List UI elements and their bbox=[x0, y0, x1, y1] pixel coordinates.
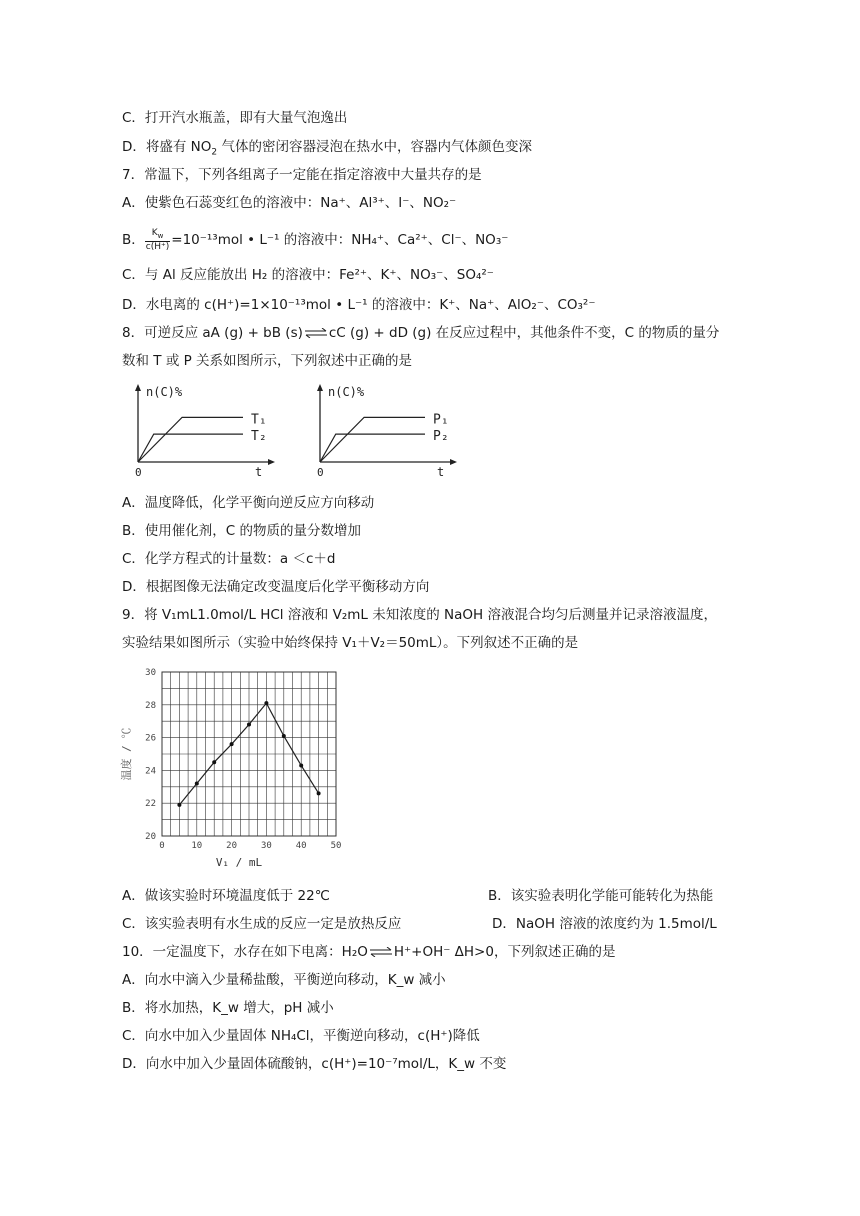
q6-option-d-text-b: 气体的密闭容器浸泡在热水中，容器内气体颜色变深 bbox=[217, 139, 532, 155]
q8-option-b: B．使用催化剂，C 的物质的量分数增加 bbox=[122, 523, 361, 539]
q10-option-c: C．向水中加入少量固体 NH₄Cl，平衡逆向移动，c(H⁺)降低 bbox=[122, 1028, 480, 1044]
equilibrium-arrow-icon bbox=[303, 328, 329, 338]
y-axis-label: 温度 / ℃ bbox=[120, 727, 133, 781]
pressure-time-chart bbox=[300, 380, 460, 480]
x-axis-arrow-icon bbox=[268, 459, 275, 465]
temperature-volume-chart bbox=[112, 660, 352, 872]
x-tick-label: 30 bbox=[260, 841, 272, 851]
q6-option-c: C．打开汽水瓶盖，即有大量气泡逸出 bbox=[122, 110, 348, 126]
y-axis-arrow-icon bbox=[317, 384, 323, 391]
q6-option-d-sub: 2 bbox=[211, 147, 218, 158]
y-tick-label: 22 bbox=[145, 799, 156, 810]
x-tick-label: 50 bbox=[330, 841, 342, 851]
q10-stem-a: 10．一定温度下，水存在如下电离：H₂O bbox=[122, 944, 368, 960]
x-axis-label: V₁ / mL bbox=[215, 856, 263, 869]
y-axis-label: n(C)% bbox=[328, 385, 365, 399]
q9-option-c: C．该实验表明有水生成的反应一定是放热反应 bbox=[122, 916, 402, 932]
q7-option-b-text: =10⁻¹³mol • L⁻¹ 的溶液中：NH₄⁺、Ca²⁺、Cl⁻、NO₃⁻ bbox=[171, 231, 509, 248]
data-point bbox=[212, 760, 216, 764]
q10-option-a: A．向水中滴入少量稀盐酸，平衡逆向移动，K_w 减小 bbox=[122, 972, 446, 988]
q6-option-d-text-a: D．将盛有 NO bbox=[122, 139, 212, 155]
y-tick-label: 26 bbox=[145, 733, 156, 744]
q10-stem bbox=[122, 943, 615, 961]
data-point bbox=[317, 791, 321, 795]
series-line-1 bbox=[138, 417, 243, 462]
origin-label: 0 bbox=[135, 466, 142, 479]
y-tick-label: 20 bbox=[145, 832, 156, 842]
q9-option-a: A．做该实验时环境温度低于 22℃ bbox=[122, 888, 330, 904]
q7-option-b-prefix: B． bbox=[122, 231, 145, 248]
q9-option-b: B．该实验表明化学能可能转化为热能 bbox=[488, 888, 714, 904]
q7-frac-num: K bbox=[151, 228, 158, 238]
q8-option-c: C．化学方程式的计量数：a ＜c＋d bbox=[122, 551, 336, 567]
q10-option-d: D．向水中加入少量固体硫酸钠，c(H⁺)=10⁻⁷mol/L，K_w 不变 bbox=[122, 1056, 507, 1072]
data-point bbox=[177, 803, 181, 807]
data-point bbox=[282, 734, 286, 738]
series-label-2: T₂ bbox=[251, 429, 267, 445]
x-tick-label: 0 bbox=[159, 841, 165, 851]
q7-frac-den: c(H⁺) bbox=[145, 241, 170, 252]
data-point bbox=[299, 763, 303, 767]
q7-option-b-fraction bbox=[145, 228, 171, 252]
x-tick-label: 20 bbox=[226, 841, 238, 851]
q7-frac-num-sub: w bbox=[157, 231, 164, 240]
equilibrium-arrow-icon bbox=[368, 947, 394, 957]
x-tick-label: 40 bbox=[295, 841, 307, 851]
q7-option-b bbox=[122, 228, 508, 252]
series-label-1: P₁ bbox=[433, 412, 449, 428]
data-point bbox=[195, 782, 199, 786]
q7-option-c: C．与 Al 反应能放出 H₂ 的溶液中：Fe²⁺、K⁺、NO₃⁻、SO₄²⁻ bbox=[122, 267, 494, 283]
q10-stem-b: H⁺+OH⁻ ΔH>0，下列叙述正确的是 bbox=[393, 944, 616, 960]
q8-stem-a: 8．可逆反应 aA (g) + bB (s) bbox=[122, 325, 303, 341]
q9-stem-line1: 9．将 V₁mL1.0mol/L HCl 溶液和 V₂mL 未知浓度的 NaOH 溶液混合均匀后测量并记录溶液温度， bbox=[122, 607, 717, 623]
q9-option-d: D．NaOH 溶液的浓度约为 1.5mol/L bbox=[492, 916, 717, 932]
q7-option-d: D．水电离的 c(H⁺)=1×10⁻¹³mol • L⁻¹ 的溶液中：K⁺、Na⁺、AlO₂⁻、CO₃²⁻ bbox=[122, 297, 596, 313]
series-label-1: T₁ bbox=[251, 412, 267, 428]
q10-option-b: B．将水加热，K_w 增大，pH 减小 bbox=[122, 1000, 334, 1016]
data-point bbox=[247, 722, 251, 726]
data-point bbox=[264, 701, 268, 705]
origin-label: 0 bbox=[317, 466, 324, 479]
q6-option-d bbox=[122, 138, 532, 162]
x-tick-label: 10 bbox=[191, 841, 203, 851]
x-axis-label: t bbox=[255, 465, 263, 479]
y-tick-label: 28 bbox=[145, 700, 156, 711]
y-tick-label: 24 bbox=[145, 766, 156, 777]
series-label-2: P₂ bbox=[433, 429, 449, 445]
series-line-2 bbox=[320, 434, 425, 462]
series-line-1 bbox=[320, 417, 425, 462]
series-line-2 bbox=[138, 434, 243, 462]
data-point bbox=[230, 742, 234, 746]
q7-option-a: A．使紫色石蕊变红色的溶液中：Na⁺、Al³⁺、I⁻、NO₂⁻ bbox=[122, 195, 457, 211]
y-axis-label: n(C)% bbox=[146, 385, 183, 399]
q8-stem-b: cC (g) + dD (g) 在反应过程中，其他条件不变，C 的物质的量分 bbox=[328, 325, 720, 341]
q9-stem-line2: 实验结果如图所示（实验中始终保持 V₁＋V₂＝50mL）。下列叙述不正确的是 bbox=[122, 635, 579, 651]
q8-stem-line2: 数和 T 或 P 关系如图所示，下列叙述中正确的是 bbox=[122, 353, 413, 369]
q8-stem-line1 bbox=[122, 324, 719, 342]
y-axis-arrow-icon bbox=[135, 384, 141, 391]
temperature-time-chart bbox=[118, 380, 278, 480]
q8-option-a: A．温度降低，化学平衡向逆反应方向移动 bbox=[122, 495, 375, 511]
q7-stem: 7．常温下，下列各组离子一定能在指定溶液中大量共存的是 bbox=[122, 167, 482, 183]
q8-option-d: D．根据图像无法确定改变温度后化学平衡移动方向 bbox=[122, 579, 430, 595]
y-tick-label: 30 bbox=[145, 668, 156, 678]
x-axis-arrow-icon bbox=[450, 459, 457, 465]
x-axis-label: t bbox=[437, 465, 445, 479]
